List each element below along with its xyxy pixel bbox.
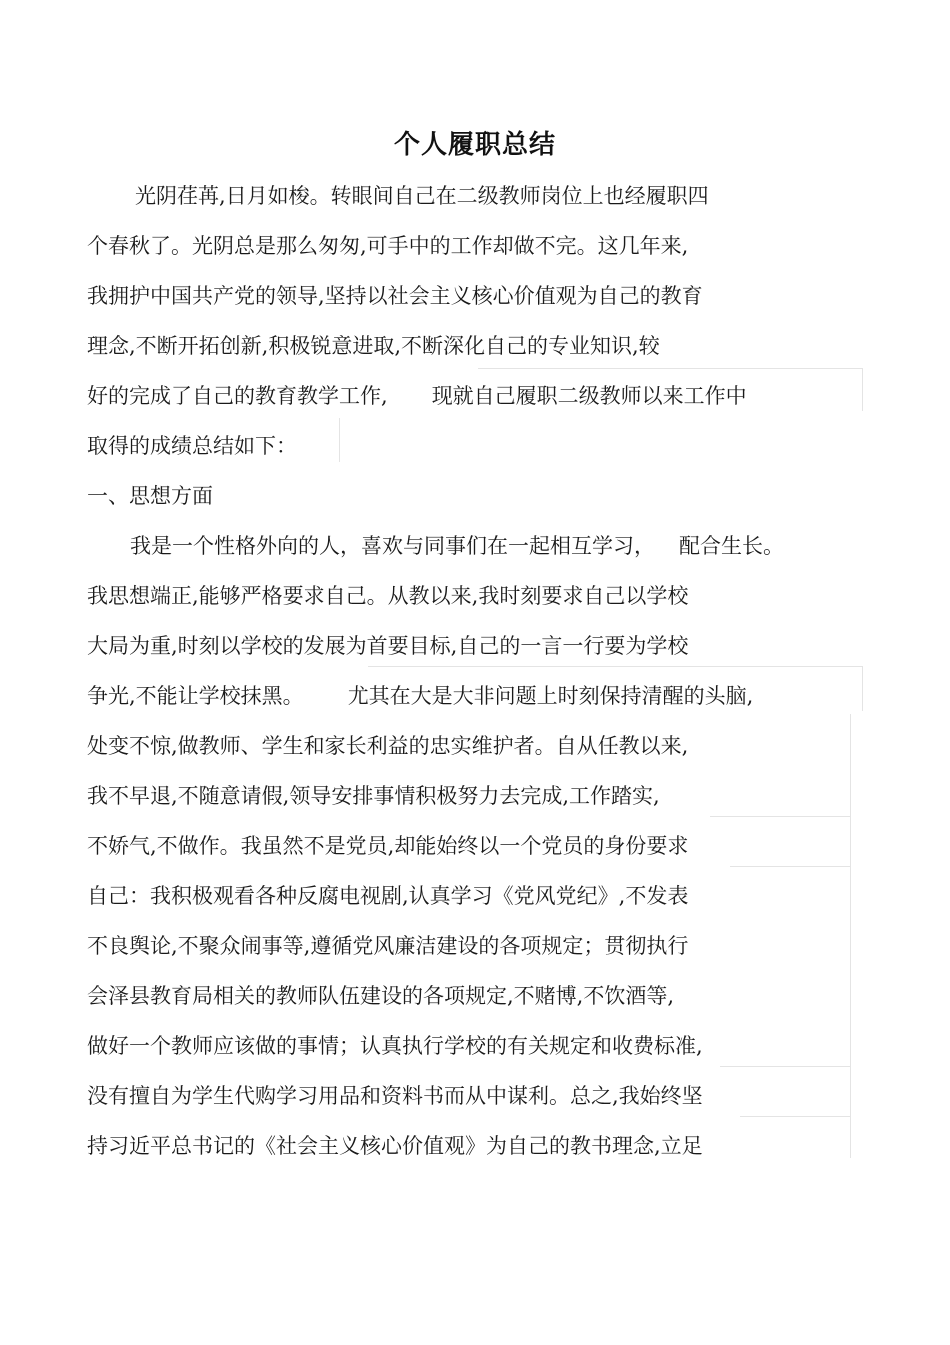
paragraph-line: 个春秋了。光阴总是那么匆匆,可手中的工作却做不完。这几年来, bbox=[87, 234, 689, 258]
paragraph-line: 做好一个教师应该做的事情；认真执行学校的有关规定和收费标准, bbox=[87, 1034, 703, 1058]
paragraph-line: 我拥护中国共产党的领导,坚持以社会主义核心价值观为自己的教育 bbox=[87, 284, 703, 308]
scan-artifact bbox=[710, 816, 850, 818]
paragraph-line: 处变不惊,做教师、学生和家长利益的忠实维护者。自从任教以来, bbox=[87, 734, 689, 758]
paragraph-line-part: 我是一个性格外向的人，喜欢与同事们在一起相互学习， bbox=[130, 534, 655, 558]
paragraph-line-part: 现就自己履职二级教师以来工作中 bbox=[431, 384, 747, 408]
paragraph-line-part: 配合生长。 bbox=[679, 534, 784, 558]
paragraph-line: 大局为重,时刻以学校的发展为首要目标,自己的一言一行要为学校 bbox=[87, 634, 689, 658]
paragraph-line: 我不早退,不随意请假,领导安排事情积极努力去完成,工作踏实, bbox=[87, 784, 660, 808]
paragraph-line: 没有擅自为学生代购学习用品和资料书而从中谋利。总之,我始终坚 bbox=[87, 1084, 703, 1108]
paragraph-line: 不娇气,不做作。我虽然不是党员,却能始终以一个党员的身份要求 bbox=[87, 834, 689, 858]
scan-artifact bbox=[368, 666, 863, 711]
paragraph-line: 自己：我积极观看各种反腐电视剧,认真学习《党风党纪》,不发表 bbox=[87, 884, 689, 908]
paragraph-line: 持习近平总书记的《社会主义核心价值观》为自己的教书理念,立足 bbox=[87, 1134, 703, 1158]
scan-artifact bbox=[339, 418, 341, 462]
paragraph-line: 取得的成绩总结如下： bbox=[87, 434, 297, 458]
paragraph-line-part: 尤其在大是大非问题上时刻保持清醒的头脑, bbox=[347, 684, 754, 708]
paragraph-line: 不良舆论,不聚众闹事等,遵循党风廉洁建设的各项规定；贯彻执行 bbox=[87, 934, 689, 958]
paragraph-line-part: 争光,不能让学校抹黑。 bbox=[87, 684, 304, 708]
scan-artifact bbox=[740, 1116, 850, 1118]
paragraph-line: 我思想端正,能够严格要求自己。从教以来,我时刻要求自己以学校 bbox=[87, 584, 689, 608]
paragraph-line-part: 好的完成了自己的教育教学工作, bbox=[87, 384, 388, 408]
document-title: 个人履职总结 bbox=[393, 130, 556, 160]
scan-artifact bbox=[720, 1066, 850, 1068]
paragraph-line: 光阴荏苒,日月如梭。转眼间自己在二级教师岗位上也经履职四 bbox=[135, 184, 709, 208]
scan-artifact bbox=[730, 866, 850, 868]
scan-artifact bbox=[478, 368, 863, 411]
paragraph-line: 理念,不断开拓创新,积极锐意进取,不断深化自己的专业知识,较 bbox=[87, 334, 660, 358]
section-heading: 一、思想方面 bbox=[87, 484, 213, 508]
scan-artifact bbox=[850, 714, 852, 1158]
paragraph-line bbox=[130, 532, 784, 560]
paragraph-line: 会泽县教育局相关的教师队伍建设的各项规定,不赌博,不饮酒等, bbox=[87, 984, 675, 1008]
